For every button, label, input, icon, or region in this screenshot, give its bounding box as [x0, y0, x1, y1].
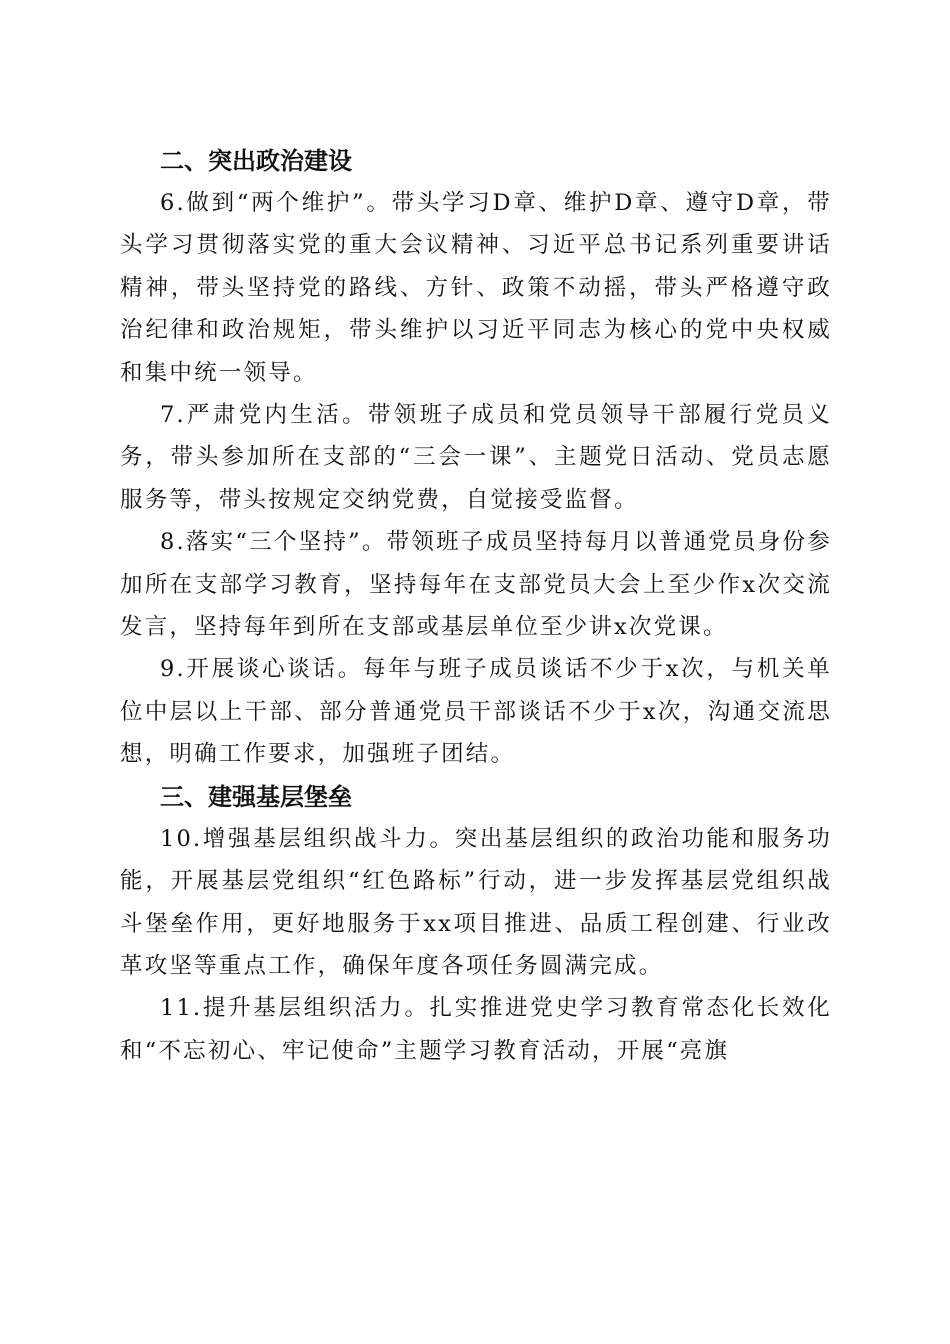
- paragraph-7: 7.严肃党内生活。带领班子成员和党员领导干部履行党员义务，带头参加所在支部的“三会一课”、主题党日活动、党员志愿服务等，带头按规定交纳党费，自觉接受监督。: [120, 402, 832, 513]
- document-page: [120, 140, 832, 1072]
- paragraph-8: 8.落实“三个坚持”。带领班子成员坚持每月以普通党员身份参加所在支部学习教育，坚持每年在支部党员大会上至少作x次交流发言，坚持每年到所在支部或基层单位至少讲x次党课。: [120, 529, 832, 641]
- paragraph-6: 6.做到“两个维护”。带头学习D章、维护D章、遵守D章，带头学习贯彻落实党的重大会议精神、习近平总书记系列重要讲话精神，带头坚持党的路线、方针、政策不动摇，带头严格遵守政治纪律和政治规矩，带头维护以习近平同志为核心的党中央权威和集中统一领导。: [120, 190, 832, 386]
- section-heading-political: 二、突出政治建设: [160, 147, 352, 175]
- paragraph-9: 9.开展谈心谈话。每年与班子成员谈话不少于x次，与机关单位中层以上干部、部分普通党员干部谈话不少于x次，沟通交流思想，明确工作要求，加强班子团结。: [120, 656, 832, 768]
- paragraph-10: 10.增强基层组织战斗力。突出基层组织的政治功能和服务功能，开展基层党组织“红色路标”行动，进一步发挥基层党组织战斗堡垒作用，更好地服务于xx项目推进、品质工程创建、行业改革攻坚等重点工作，确保年度各项任务圆满完成。: [120, 825, 832, 979]
- section-heading-grassroots: 三、建强基层堡垒: [160, 782, 352, 811]
- paragraph-11: 11.提升基层组织活力。扎实推进党史学习教育常态化长效化和“不忘初心、牢记使命”主题学习教育活动，开展“亮旗: [120, 995, 832, 1064]
